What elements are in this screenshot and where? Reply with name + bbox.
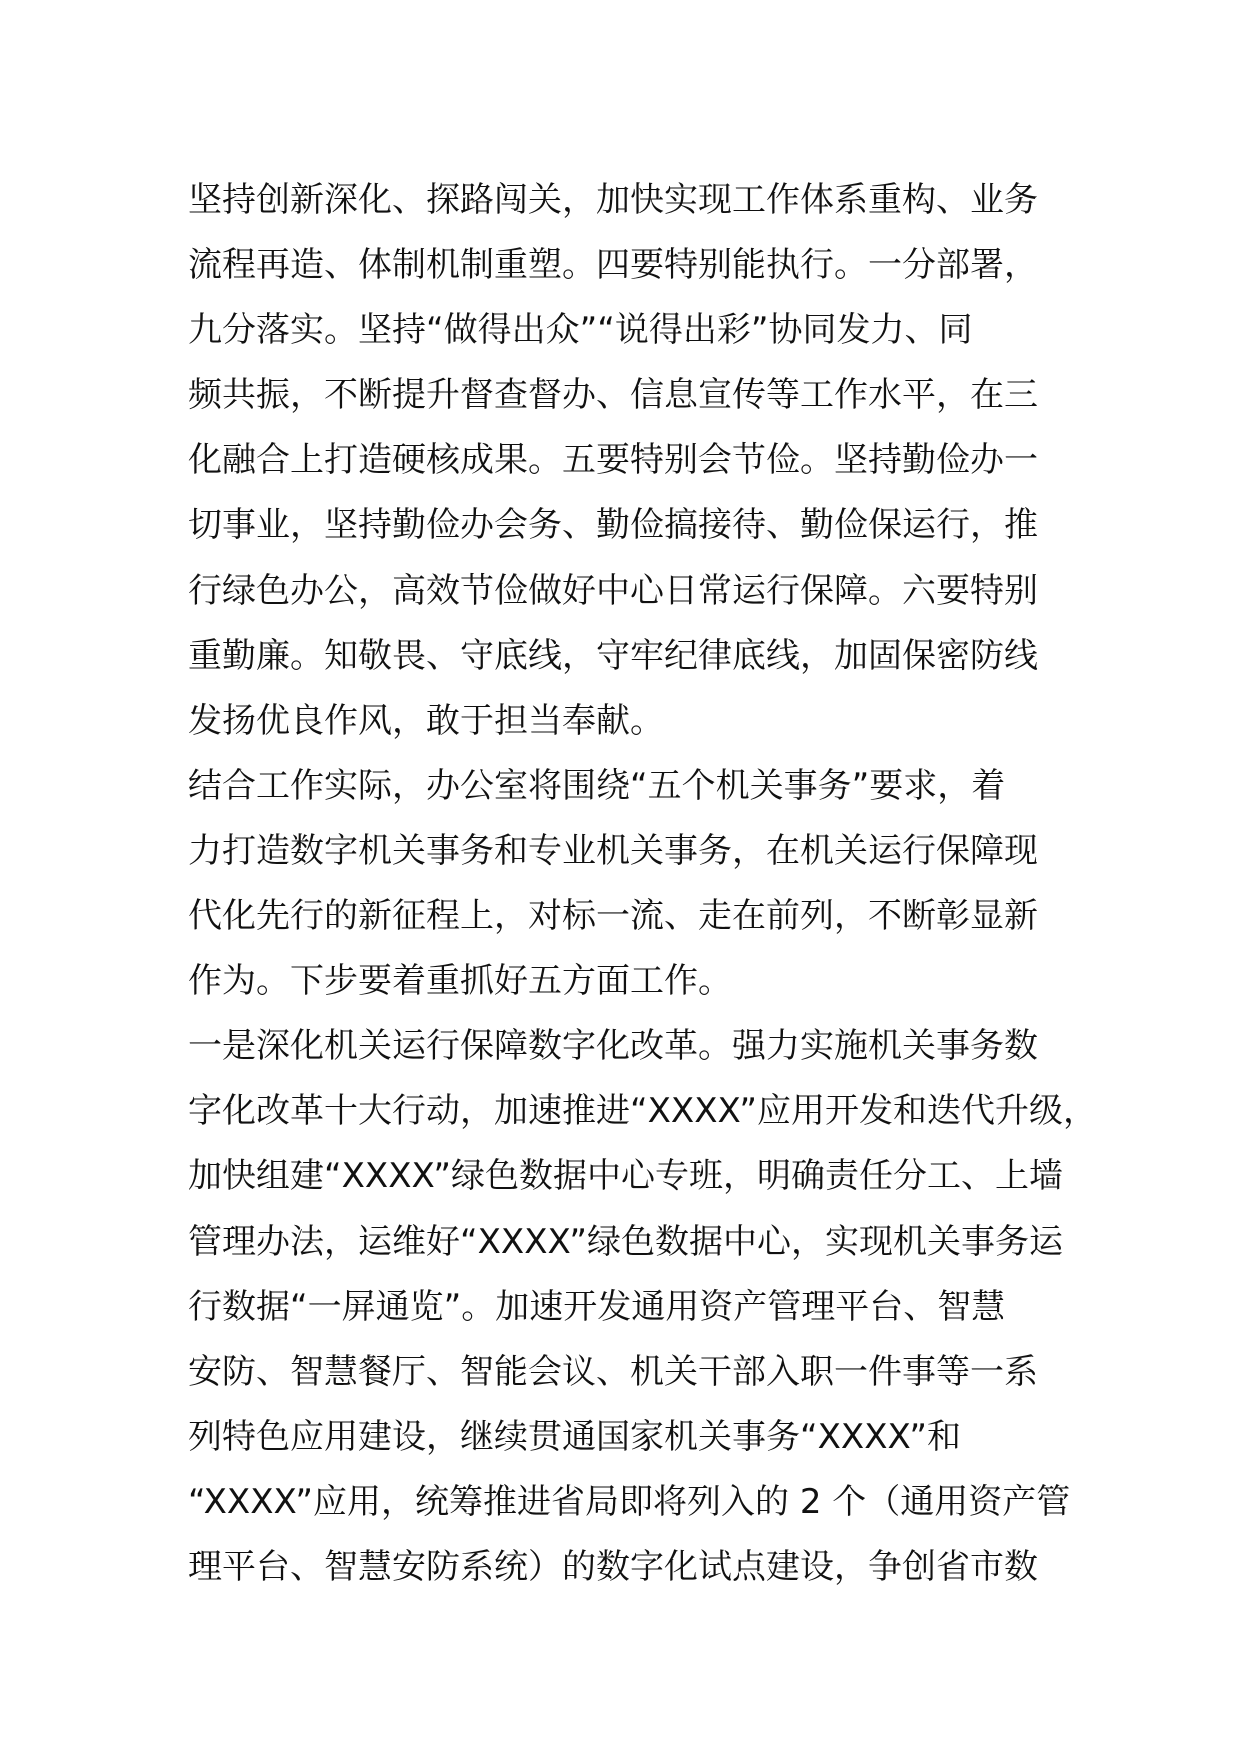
text-line: 行数据“一屏通览”。加速开发通用资产管理平台、智慧	[188, 1286, 1006, 1327]
text-line: 列特色应用建设，继续贯通国家机关事务“XXXX”和	[188, 1416, 962, 1457]
text-line: 坚持创新深化、探路闯关，加快实现工作体系重构、业务	[188, 180, 1038, 220]
text-line: 九分落实。坚持“做得出众”“说得出彩”协同发力、同	[188, 310, 973, 351]
text-line: 重勤廉。知敬畏、守底线，守牢纪律底线，加固保密防线	[188, 635, 1038, 676]
text-line: 结合工作实际，办公室将围绕“五个机关事务”要求，着	[188, 765, 1006, 806]
text-line: “XXXX”应用，统筹推进省局即将列入的 2 个（通用资产管	[188, 1481, 1071, 1522]
text-line: 化融合上打造硬核成果。五要特别会节俭。坚持勤俭办一	[188, 440, 1038, 481]
text-line: 加快组建“XXXX”绿色数据中心专班，明确责任分工、上墙	[188, 1156, 1064, 1197]
text-line: 作为。下步要着重抓好五方面工作。	[188, 961, 732, 1002]
text-line: 一是深化机关运行保障数字化改革。强力实施机关事务数	[188, 1026, 1038, 1067]
text-line: 安防、智慧餐厅、智能会议、机关干部入职一件事等一系	[188, 1351, 1038, 1392]
text-line: 切事业，坚持勤俭办会务、勤俭搞接待、勤俭保运行，推	[188, 505, 1038, 546]
text-line: 字化改革十大行动，加速推进“XXXX”应用开发和迭代升级，	[188, 1091, 1098, 1132]
text-line: 代化先行的新征程上，对标一流、走在前列，不断彰显新	[188, 896, 1038, 937]
text-line: 理平台、智慧安防系统）的数字化试点建设，争创省市数	[188, 1546, 1038, 1587]
text-line: 行绿色办公，高效节俭做好中心日常运行保障。六要特别	[188, 570, 1038, 611]
text-line: 流程再造、体制机制重塑。四要特别能执行。一分部署，	[188, 245, 1038, 286]
text-line: 管理办法，运维好“XXXX”绿色数据中心，实现机关事务运	[188, 1221, 1064, 1262]
body-text	[188, 168, 1098, 1600]
text-line: 力打造数字机关事务和专业机关事务，在机关运行保障现	[188, 830, 1038, 871]
text-line: 发扬优良作风，敢于担当奉献。	[188, 700, 664, 741]
text-line: 频共振，不断提升督查督办、信息宣传等工作水平，在三	[188, 375, 1038, 416]
